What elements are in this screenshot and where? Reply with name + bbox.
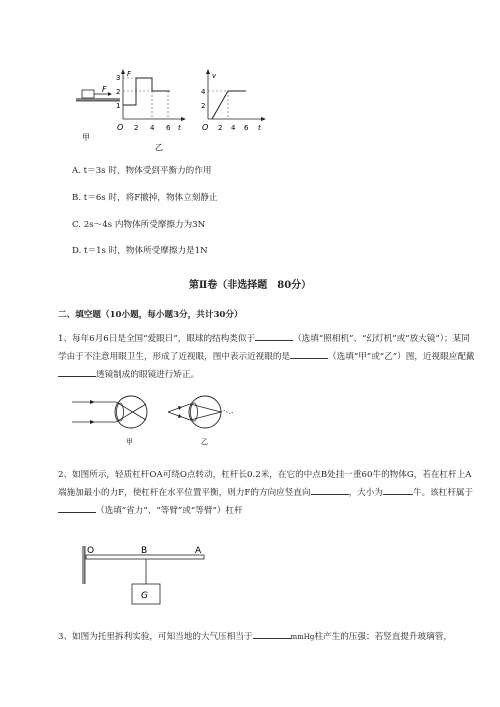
eye-label-right: 乙: [201, 438, 208, 446]
graph1-y-label: F: [127, 70, 132, 78]
graph2-origin: O: [202, 123, 209, 132]
q1-text-3: （选填“甲”或“乙”）图，近视眼应配戴: [328, 352, 475, 362]
q1-text-4: 透镜制成的眼镜进行矫正。: [96, 370, 200, 380]
force-label: F: [102, 85, 107, 94]
lever-diagram-svg: [80, 538, 220, 610]
q2-text-2: ，大小为: [348, 488, 383, 498]
lever-label-o: O: [87, 546, 95, 556]
graph1-ytick: 3: [116, 74, 121, 82]
graph2-xtick: 6: [244, 124, 249, 132]
question-3: [58, 628, 478, 646]
eye-label-left: 甲: [126, 438, 133, 446]
q2-blank-2[interactable]: [383, 484, 413, 495]
graph2-xtick: 4: [231, 124, 236, 132]
eye-diagram-left: [72, 396, 147, 428]
section-subtitle: 二、填空题（10小题，每小题3分，共计30分）: [58, 310, 243, 320]
graph2-y-label: v: [212, 72, 217, 80]
figure-label-left: 甲: [82, 133, 90, 142]
graph1-ytick: 2: [116, 88, 121, 96]
eye-diagrams: [68, 392, 268, 448]
force-motion-figure: [68, 68, 278, 153]
option-c: C. 2s～4s 内物体所受摩擦力为3N: [72, 220, 206, 230]
figure-label-right: 乙: [155, 143, 163, 152]
weight-label: G: [141, 591, 148, 601]
graph1-xtick: 6: [166, 124, 171, 132]
graph2-xtick: 2: [218, 124, 223, 132]
graph2-x-label: t: [258, 124, 261, 132]
graph2-ytick: 4: [201, 88, 206, 96]
q3-blank-1[interactable]: [253, 628, 291, 639]
graph1-xtick: 2: [134, 124, 139, 132]
q2-text-3: 牛。该杠杆属于: [412, 488, 474, 498]
option-b: B. t＝6s 时，将F撤掉，物体立刻静止: [72, 193, 218, 203]
eye-diagrams-svg: [68, 392, 268, 448]
q3-text-1: 3、如图为托里拆利实验，可知当地的大气压相当于: [58, 632, 253, 642]
option-d: D. t＝1s 时，物体所受摩擦力是1N: [72, 246, 208, 256]
q1-blank-1[interactable]: [255, 330, 293, 341]
q2-text-4: （选填“省力”、“等臂”或“等臂”）杠杆: [96, 506, 243, 516]
q2-blank-3[interactable]: [58, 502, 96, 513]
force-motion-figure-svg: [68, 68, 278, 153]
graph1-x-label: t: [178, 124, 181, 132]
q1-text-1: 1、每年6月6日是全国“爱眼日”，眼球的结构类似于: [58, 334, 256, 344]
graph1-ytick: 1: [116, 102, 121, 110]
q3-unit: mmHg: [290, 633, 315, 641]
graph1-origin: O: [117, 123, 124, 132]
q3-text-2: 柱产生的压强；若竖直提升玻璃管，: [314, 632, 452, 642]
q2-text-1: 2、如图所示，轻质杠杆OA可绕O点转动，杠杆长0.2米，在它的中点B处挂一重60牛的物体G，若在杠杆上A端施加最小的力F，使杠杆在水平位置平衡，则力F的方向应竖直向: [58, 470, 472, 498]
q1-text-2: （选填“照相机”、“幻灯机”或“放大镜”）；某同学由于不注意用眼卫生，形成了近视眼，图中表示近视眼的是: [58, 334, 470, 362]
q1-blank-3[interactable]: [58, 366, 96, 377]
q1-blank-2[interactable]: [290, 348, 328, 359]
eye-diagram-right: [168, 396, 233, 428]
lever-label-b: B: [141, 546, 148, 556]
lever-wall: [82, 546, 85, 584]
question-2: [58, 466, 478, 520]
graph1-xtick: 4: [150, 124, 155, 132]
question-1: [58, 330, 478, 384]
option-a: A. t＝3s 时，物体受到平衡力的作用: [72, 166, 212, 176]
lever-label-a: A: [195, 546, 202, 556]
lever-diagram: [80, 538, 220, 610]
graph2-ytick: 2: [201, 102, 206, 110]
section-title: 第Ⅱ卷（非选择题 80分）: [188, 280, 312, 291]
q2-blank-1[interactable]: [311, 484, 349, 495]
block-on-surface: [76, 90, 120, 101]
